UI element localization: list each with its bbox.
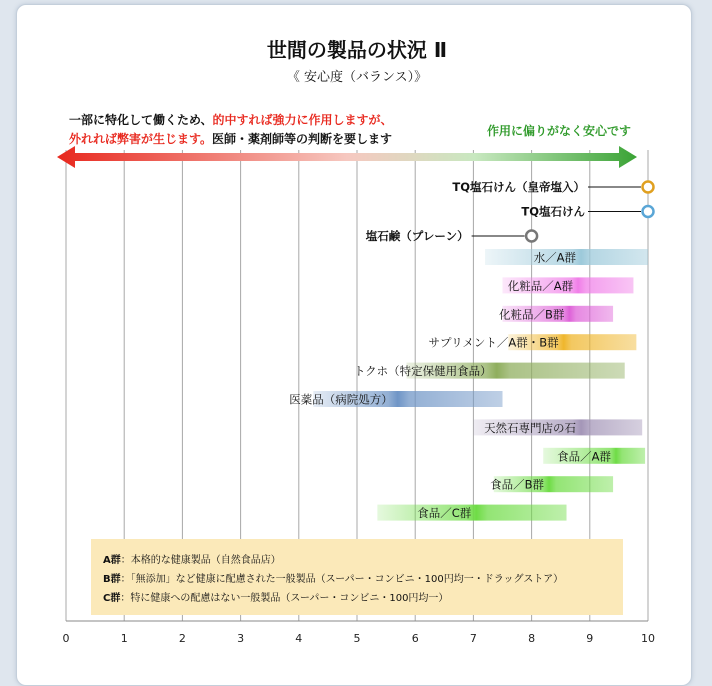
legend-entry [103, 572, 563, 585]
point-label: TQ塩石けん（皇帝塩入） [452, 180, 585, 194]
arrow-left-red-2: 外れれば弊害が生じます。 [69, 132, 213, 146]
arrow-left-plain-1: 一部に特化して働くため、 [69, 113, 213, 127]
point-marker [526, 231, 537, 242]
point-markers [366, 180, 654, 243]
arrow-left-text-line2 [69, 131, 392, 146]
point-marker [643, 206, 654, 217]
range-bar-label: 食品／C群 [417, 506, 472, 521]
x-tick-label: 1 [120, 632, 128, 645]
legend-text: ：特に健康への配慮はない一般製品（スーパー・コンビニ・100円均一） [120, 593, 449, 604]
range-bar-label: 化粧品／A群 [507, 278, 574, 293]
range-bar-label: 化粧品／B群 [499, 307, 565, 322]
legend-text: ：本格的な健康製品（自然食品店） [120, 555, 281, 566]
range-bar-label: 天然石専門店の石 [484, 420, 577, 435]
arrow-left-plain-2: 医師・薬剤師等の判断を要します [212, 132, 393, 146]
x-tick-label: 0 [62, 632, 70, 645]
legend-box [91, 539, 623, 615]
range-bars [289, 249, 648, 521]
double-arrow [57, 146, 637, 168]
x-tick-label: 2 [178, 632, 186, 645]
point-label: TQ塩石けん [521, 204, 585, 219]
point-marker [643, 182, 654, 193]
legend-key: A群 [103, 555, 121, 566]
legend-entry [103, 553, 281, 566]
range-bar-label: 医薬品（病院処方） [289, 392, 393, 407]
range-bar-label: トクホ（特定保健用食品） [353, 364, 492, 379]
x-tick-label: 7 [469, 632, 477, 645]
arrow-annotation [57, 112, 637, 168]
range-bar-label: 水／A群 [533, 250, 577, 265]
arrow-left-text-line1 [69, 112, 393, 127]
x-tick-label: 9 [586, 632, 594, 645]
legend-entry [103, 591, 448, 604]
x-tick-label: 3 [237, 632, 245, 645]
chart-title: 世間の製品の状況 Ⅱ [266, 38, 448, 62]
arrow-right-text: 作用に偏りがなく安心です [486, 124, 632, 138]
legend-text: ：「無添加」など健康に配慮された一般製品（スーパー・コンビニ・100円均一・ドラッグストア） [120, 574, 564, 585]
legend-key: C群 [103, 593, 121, 604]
point-label: 塩石鹸（プレーン） [365, 229, 469, 243]
range-bar-label: 食品／A群 [557, 449, 611, 464]
range-bar [377, 505, 566, 521]
arrow-left-red-1: 的中すれば強力に作用しますが、 [212, 113, 393, 127]
x-tick-label: 10 [641, 632, 655, 645]
x-tick-label: 4 [295, 632, 303, 645]
range-bar-label: 食品／B群 [490, 477, 545, 492]
x-tick-label: 8 [528, 632, 536, 645]
legend-key: B群 [103, 574, 121, 585]
chart-svg [17, 5, 691, 681]
x-tick-label: 5 [353, 632, 361, 645]
x-axis [63, 621, 656, 645]
chart-frame [16, 4, 692, 686]
x-tick-label: 6 [411, 632, 419, 645]
chart-subtitle: 《 安心度（バランス）》 [286, 70, 428, 85]
range-bar-label: サプリメント／A群・B群 [428, 335, 559, 350]
